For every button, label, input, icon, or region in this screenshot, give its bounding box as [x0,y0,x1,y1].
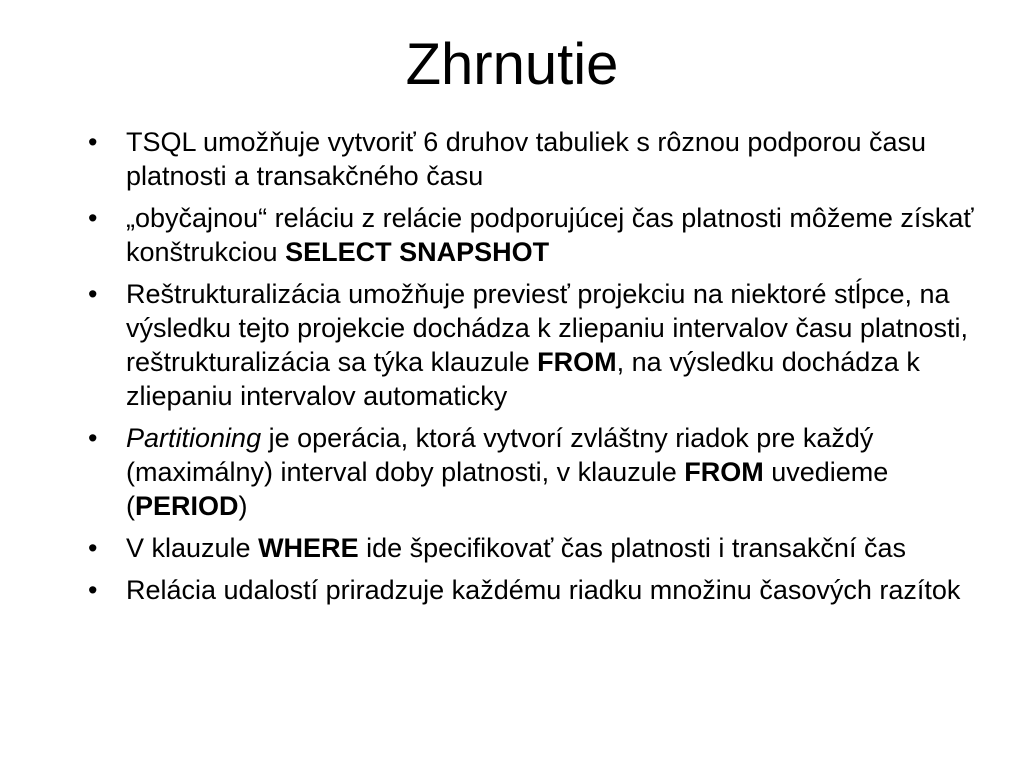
bullet-text: ) [238,491,248,521]
bullet-text: Reštrukturalizácia umožňuje previesť projekciu na niektoré stĺpce, na výsledku tejto projekcie dochádza k zliepaniu intervalov času platnosti, reštrukturalizácia sa týka klauzule [126,279,968,377]
bullet-text: TSQL umožňuje vytvoriť 6 druhov tabuliek s rôznou podporou času platnosti a transakčného času [126,127,927,191]
bullet-item [86,201,986,269]
bullet-icon: • [88,533,98,563]
bullet-text: V klauzule [126,533,259,563]
bullet-item [86,421,986,523]
bullet-text: je operácia, ktorá vytvorí zvláštny riadok pre každý (maximálny) interval doby platnosti, v klauzule [126,423,874,487]
bullet-icon: • [88,423,98,453]
bullet-item [86,277,986,413]
keyword-from: FROM [684,457,764,487]
bullet-text: , na výsledku dochádza k zliepaniu intervalov automaticky [126,347,920,411]
keyword-where: WHERE [258,533,359,563]
bullet-item [86,531,986,565]
bullet-text: uvedieme ( [126,457,889,521]
bullet-icon: • [88,127,98,157]
bullet-text: „obyčajnou“ reláciu z relácie podporujúcej čas platnosti môžeme získať konštrukciou [126,203,974,267]
slide-title: Zhrnutie [405,32,619,97]
bullet-item [86,573,986,607]
bullet-item [86,125,986,193]
keyword-period: PERIOD [135,491,239,521]
bullet-list [86,125,986,615]
bullet-icon: • [88,279,98,309]
keyword-select-snapshot: SELECT SNAPSHOT [285,237,550,267]
bullet-icon: • [88,203,98,233]
bullet-text: Relácia udalostí priradzuje každému riadku množinu časových razítok [126,575,961,605]
bullet-text: ide špecifikovať čas platnosti i transakční čas [358,533,906,563]
keyword-from: FROM [537,347,617,377]
bullet-icon: • [88,575,98,605]
term-partitioning: Partitioning [126,423,262,453]
